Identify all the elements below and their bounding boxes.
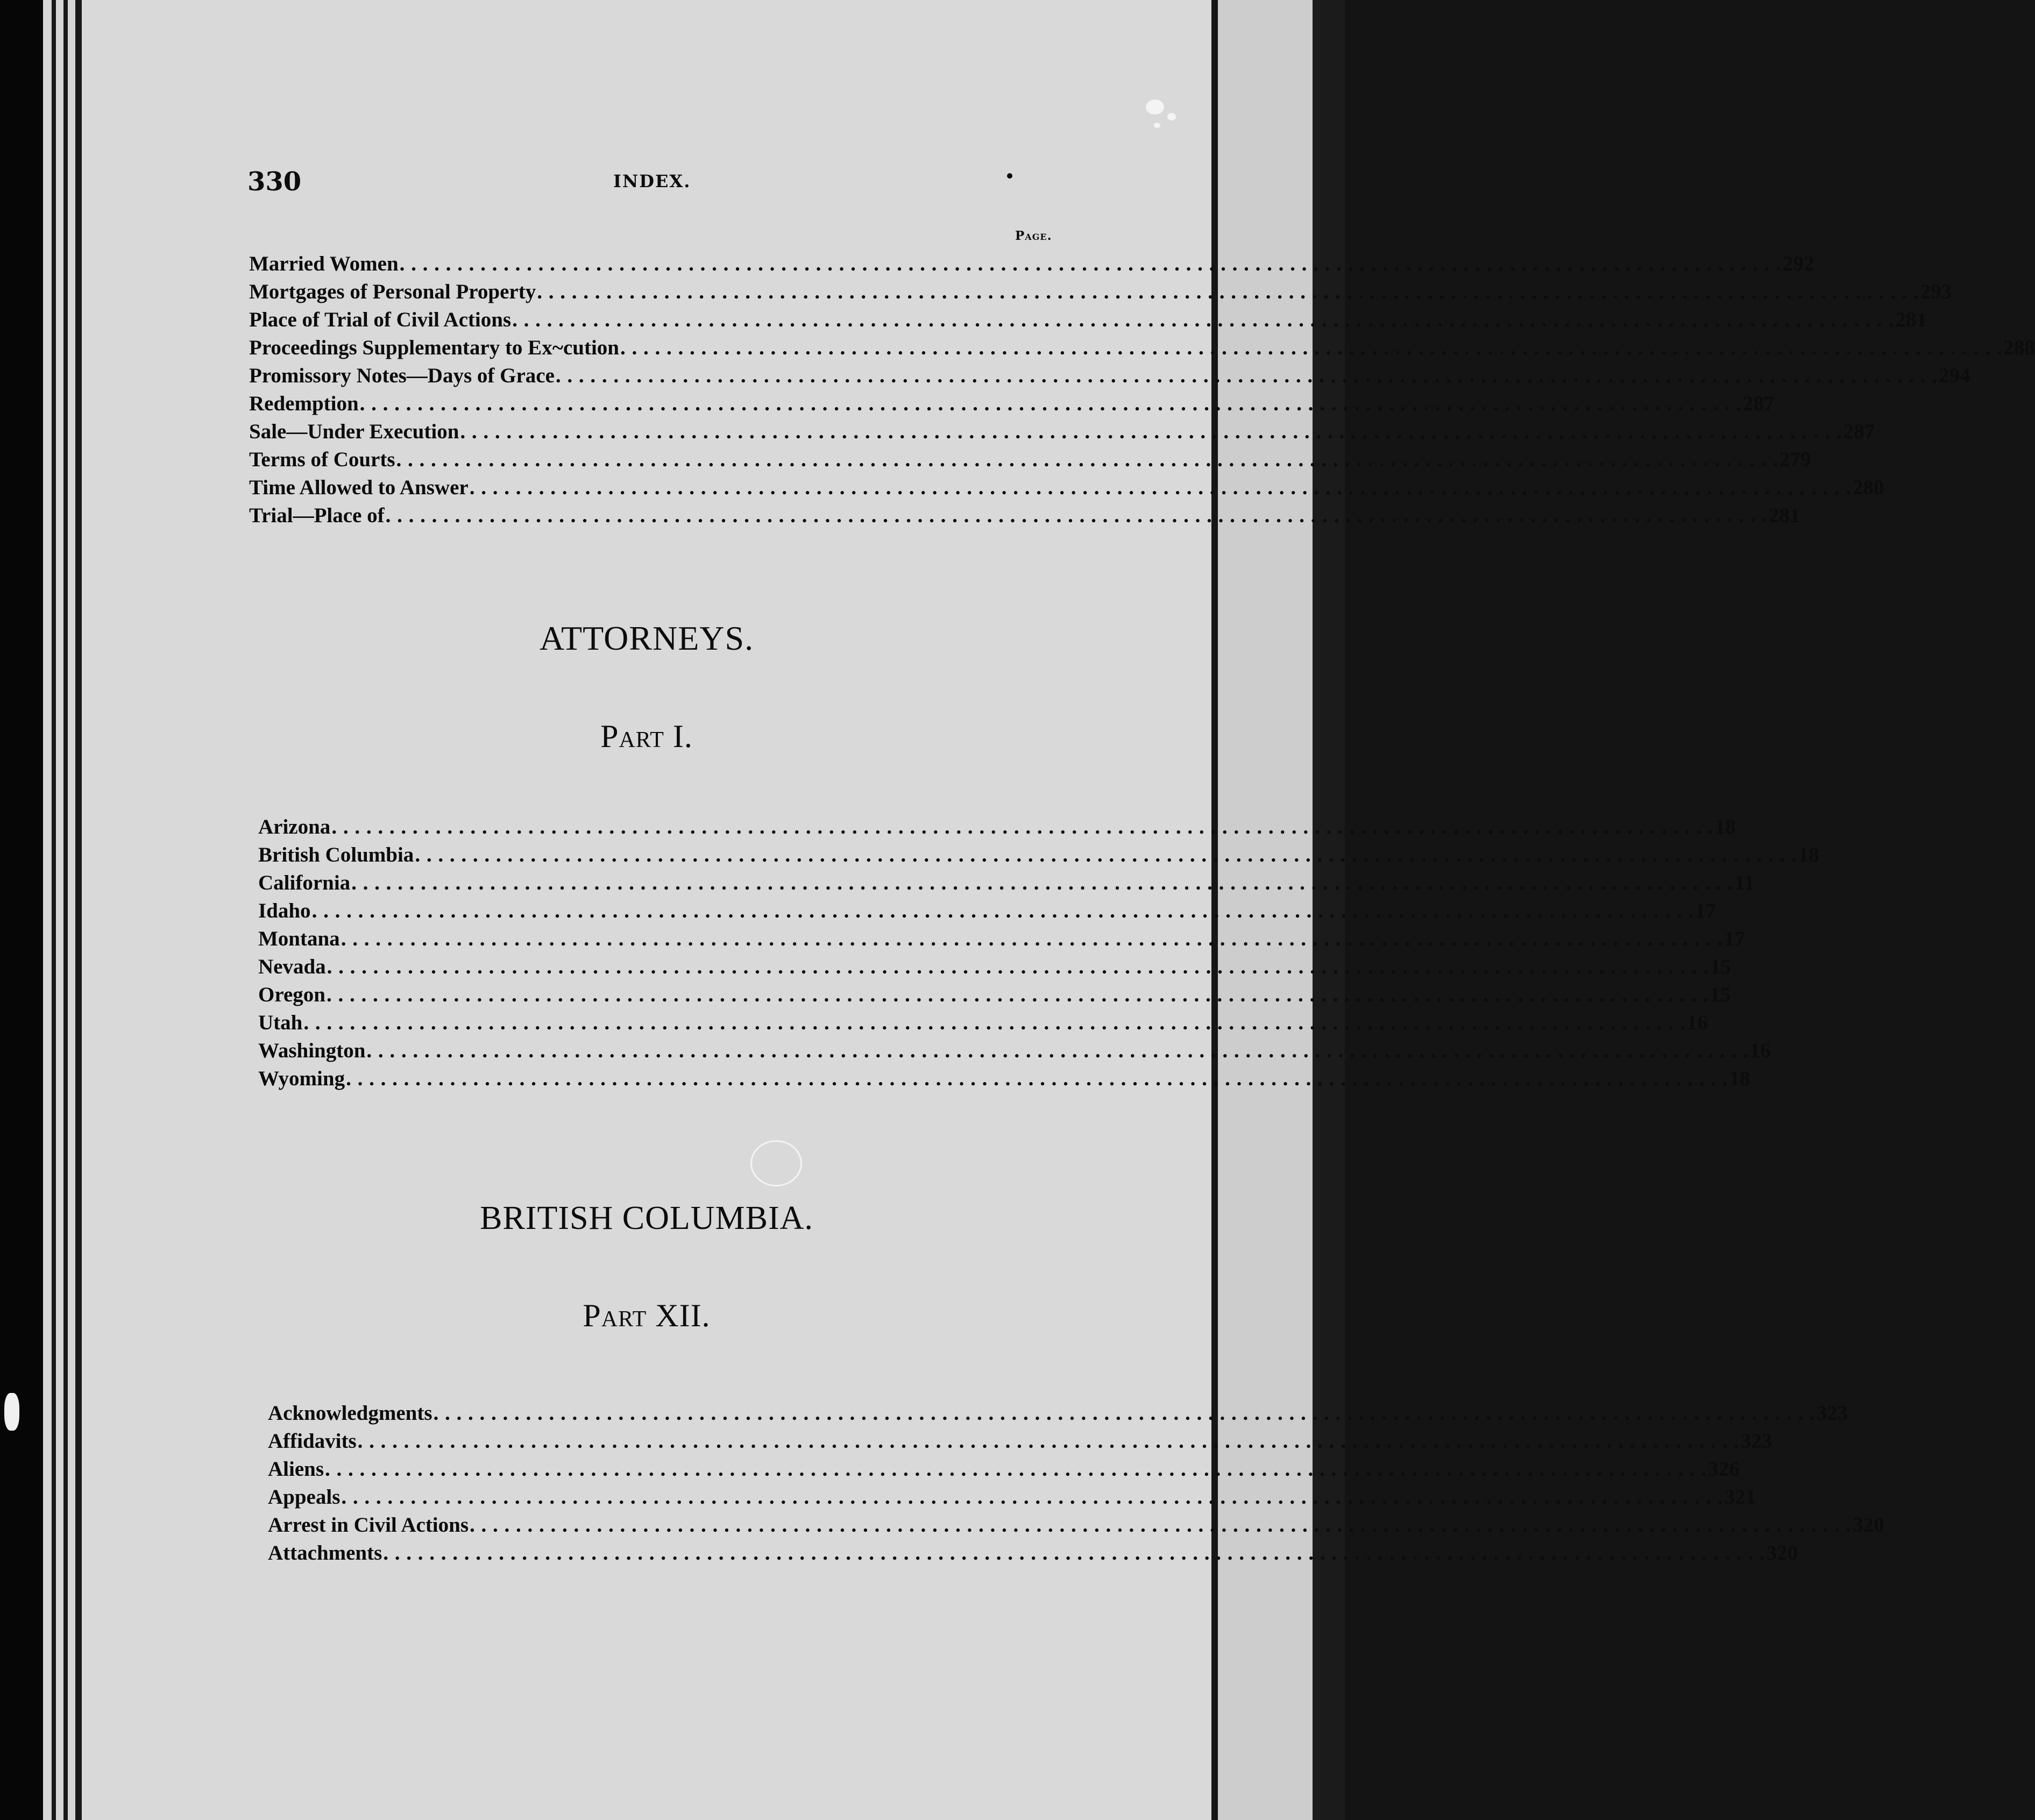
dot-leader: . . . . . . . . . . . . . . . . . . . . . . . . . . . . . . . . . . . . . . . . . . . . . . . . . . . . . . . . . . . . . . . . . . . . . . . . . . . . . . . . . . . . . . . . . . . . . . . . . . . . . . . . . . . . . . . . . . . . . . . .	[341, 927, 1723, 950]
index-entry-page: 321	[1724, 1485, 1756, 1509]
page-edge-gap	[63, 0, 68, 1820]
page-edge	[43, 0, 52, 1820]
dot-leader: . . . . . . . . . . . . . . . . . . . . . . . . . . . . . . . . . . . . . . . . . . . . . . . . . . . . . . . . . . . . . . . . . . . . . . . . . . . . . . . . . . . . . . . . . . . . . . . . . . . . . . . . . . . . . . . . . . . . . . . .	[396, 448, 1778, 471]
index-entry-label: Oregon	[258, 983, 325, 1006]
index-entry-page: 281	[1768, 504, 1800, 527]
index-entry-label: Utah	[258, 1011, 303, 1034]
page-edge	[68, 0, 75, 1820]
index-entry-page: 293	[1920, 280, 1952, 303]
index-entry-label: Idaho	[258, 899, 311, 922]
index-entry-page: 281	[1895, 308, 1927, 331]
index-entry-page: 323	[1740, 1430, 1772, 1453]
index-entry-label: Time Allowed to Answer	[249, 476, 469, 499]
index-entry	[268, 1401, 1848, 1429]
index-entry	[268, 1485, 1756, 1513]
index-entry-page: 16	[1686, 1011, 1708, 1034]
index-entry	[249, 336, 2035, 364]
section-heading-british-columbia: BRITISH COLUMBIA.	[480, 1200, 813, 1236]
index-entry	[258, 927, 1745, 955]
index-entry-label: Place of Trial of Civil Actions	[249, 308, 512, 331]
index-entry-label: Proceedings Supplementary to Ex~cution	[249, 336, 619, 359]
index-entry-label: Arizona	[258, 815, 331, 838]
index-entry-label: Acknowledgments	[268, 1402, 432, 1425]
index-entry	[249, 280, 1952, 308]
index-entry-label: Terms of Courts	[249, 448, 395, 471]
index-entry-label: Mortgages of Personal Property	[249, 280, 536, 303]
index-entry-label: British Columbia	[258, 843, 414, 866]
index-entry-label: Attachments	[268, 1541, 382, 1565]
index-entry-page: 279	[1779, 448, 1811, 471]
dot-leader: . . . . . . . . . . . . . . . . . . . . . . . . . . . . . . . . . . . . . . . . . . . . . . . . . . . . . . . . . . . . . . . . . . . . . . . . . . . . . . . . . . . . . . . . . . . . . . . . . . . . . . . . . . . . . . . . . . . . . . . .	[359, 392, 1742, 415]
dot-leader: . . . . . . . . . . . . . . . . . . . . . . . . . . . . . . . . . . . . . . . . . . . . . . . . . . . . . . . . . . . . . . . . . . . . . . . . . . . . . . . . . . . . . . . . . . . . . . . . . . . . . . . . . . . . . . . . . . . . . . . .	[512, 308, 1895, 331]
dot-leader: . . . . . . . . . . . . . . . . . . . . . . . . . . . . . . . . . . . . . . . . . . . . . . . . . . . . . . . . . . . . . . . . . . . . . . . . . . . . . . . . . . . . . . . . . . . . . . . . . . . . . . . . . . . . . . . . . . . . . . . .	[366, 1039, 1749, 1062]
index-entry-page: 280	[1852, 476, 1884, 499]
index-entry-label: Redemption	[249, 392, 359, 415]
index-entry	[268, 1541, 1798, 1569]
index-entry-page: 15	[1710, 983, 1731, 1006]
index-entry-page: 11	[1734, 871, 1755, 894]
index-entry-label: Appeals	[268, 1485, 341, 1509]
page-edge-gap	[75, 0, 82, 1820]
scan-blemish	[750, 1140, 802, 1186]
dot-leader: . . . . . . . . . . . . . . . . . . . . . . . . . . . . . . . . . . . . . . . . . . . . . . . . . . . . . . . . . . . . . . . . . . . . . . . . . . . . . . . . . . . . . . . . . . . . . . . . . . . . . . . . . . . . . . . . . . . . . . . .	[303, 1011, 1686, 1034]
dot-leader: . . . . . . . . . . . . . . . . . . . . . . . . . . . . . . . . . . . . . . . . . . . . . . . . . . . . . . . . . . . . . . . . . . . . . . . . . . . . . . . . . . . . . . . . . . . . . . . . . . . . . . . . . . . . . . . . . . . . . . . .	[357, 1430, 1740, 1453]
dot-leader: . . . . . . . . . . . . . . . . . . . . . . . . . . . . . . . . . . . . . . . . . . . . . . . . . . . . . . . . . . . . . . . . . . . . . . . . . . . . . . . . . . . . . . . . . . . . . . . . . . . . . . . . . . . . . . . . . . . . . . . .	[385, 504, 1768, 527]
dot-leader: . . . . . . . . . . . . . . . . . . . . . . . . . . . . . . . . . . . . . . . . . . . . . . . . . . . . . . . . . . . . . . . . . . . . . . . . . . . . . . . . . . . . . . . . . . . . . . . . . . . . . . . . . . . . . . . . . . . . . . . .	[399, 252, 1782, 275]
index-entry	[249, 392, 1775, 420]
dot-leader: . . . . . . . . . . . . . . . . . . . . . . . . . . . . . . . . . . . . . . . . . . . . . . . . . . . . . . . . . . . . . . . . . . . . . . . . . . . . . . . . . . . . . . . . . . . . . . . . . . . . . . . . . . . . . . . . . . . . . . . .	[433, 1402, 1816, 1425]
index-entry-label: Wyoming	[258, 1067, 345, 1090]
dot-leader: . . . . . . . . . . . . . . . . . . . . . . . . . . . . . . . . . . . . . . . . . . . . . . . . . . . . . . . . . . . . . . . . . . . . . . . . . . . . . . . . . . . . . . . . . . . . . . . . . . . . . . . . . . . . . . . . . . . . . . . .	[325, 1458, 1707, 1481]
dot-leader: . . . . . . . . . . . . . . . . . . . . . . . . . . . . . . . . . . . . . . . . . . . . . . . . . . . . . . . . . . . . . . . . . . . . . . . . . . . . . . . . . . . . . . . . . . . . . . . . . . . . . . . . . . . . . . . . . . . . . . . .	[327, 955, 1709, 978]
running-title: INDEX.	[613, 171, 691, 191]
index-entry-page: 15	[1710, 955, 1731, 978]
index-entry	[249, 447, 1811, 475]
section-heading-attorneys: ATTORNEYS.	[539, 619, 754, 657]
index-entry-page: 320	[1766, 1541, 1798, 1565]
dot-leader: . . . . . . . . . . . . . . . . . . . . . . . . . . . . . . . . . . . . . . . . . . . . . . . . . . . . . . . . . . . . . . . . . . . . . . . . . . . . . . . . . . . . . . . . . . . . . . . . . . . . . . . . . . . . . . . . . . . . . . . .	[331, 815, 1714, 838]
index-entry-label: California	[258, 871, 351, 894]
dot-leader: . . . . . . . . . . . . . . . . . . . . . . . . . . . . . . . . . . . . . . . . . . . . . . . . . . . . . . . . . . . . . . . . . . . . . . . . . . . . . . . . . . . . . . . . . . . . . . . . . . . . . . . . . . . . . . . . . . . . . . . .	[470, 1513, 1852, 1537]
index-entry-label: Sale—Under Execution	[249, 420, 459, 443]
dot-leader: . . . . . . . . . . . . . . . . . . . . . . . . . . . . . . . . . . . . . . . . . . . . . . . . . . . . . . . . . . . . . . . . . . . . . . . . . . . . . . . . . . . . . . . . . . . . . . . . . . . . . . . . . . . . . . . . . . . . . . . .	[326, 983, 1709, 1006]
index-entry	[258, 815, 1736, 843]
part-heading: Part I.	[600, 719, 693, 754]
index-entry-label: Montana	[258, 927, 340, 950]
index-entry	[249, 252, 1814, 280]
index-entry-label: Promissory Notes—Days of Grace	[249, 364, 555, 387]
index-entry-label: Married Women	[249, 252, 399, 275]
index-entry	[268, 1429, 1772, 1457]
index-entry-page: 323	[1816, 1402, 1848, 1425]
index-entry	[258, 871, 1755, 899]
index-entry-page: 292	[1782, 252, 1814, 275]
index-entry-page: 16	[1749, 1039, 1771, 1062]
index-entry-label: Trial—Place of	[249, 504, 385, 527]
dot-leader: . . . . . . . . . . . . . . . . . . . . . . . . . . . . . . . . . . . . . . . . . . . . . . . . . . . . . . . . . . . . . . . . . . . . . . . . . . . . . . . . . . . . . . . . . . . . . . . . . . . . . . . . . . . . . . . . . . . . . . . .	[351, 871, 1734, 894]
index-entry-page: 18	[1798, 843, 1819, 866]
index-entry-page: 326	[1708, 1458, 1740, 1481]
index-entry	[258, 899, 1716, 927]
index-entry	[258, 843, 1819, 871]
index-entry-label: Washington	[258, 1039, 366, 1062]
index-entry	[258, 983, 1731, 1011]
index-entry	[258, 1011, 1708, 1039]
scan-speck	[1167, 113, 1176, 120]
dot-leader: . . . . . . . . . . . . . . . . . . . . . . . . . . . . . . . . . . . . . . . . . . . . . . . . . . . . . . . . . . . . . . . . . . . . . . . . . . . . . . . . . . . . . . . . . . . . . . . . . . . . . . . . . . . . . . . . . . . . . . . .	[460, 420, 1842, 443]
index-entry	[249, 308, 1927, 336]
scan-speck	[4, 1393, 19, 1431]
index-entry-page: 320	[1853, 1513, 1884, 1537]
index-entry-page: 294	[1939, 364, 1970, 387]
dot-leader: . . . . . . . . . . . . . . . . . . . . . . . . . . . . . . . . . . . . . . . . . . . . . . . . . . . . . . . . . . . . . . . . . . . . . . . . . . . . . . . . . . . . . . . . . . . . . . . . . . . . . . . . . . . . . . . . . . . . . . . .	[469, 476, 1852, 499]
dot-leader: . . . . . . . . . . . . . . . . . . . . . . . . . . . . . . . . . . . . . . . . . . . . . . . . . . . . . . . . . . . . . . . . . . . . . . . . . . . . . . . . . . . . . . . . . . . . . . . . . . . . . . . . . . . . . . . . . . . . . . . .	[537, 280, 1919, 303]
index-entry	[249, 420, 1875, 447]
index-entry	[249, 475, 1884, 503]
index-entry	[249, 364, 1970, 392]
dot-leader: . . . . . . . . . . . . . . . . . . . . . . . . . . . . . . . . . . . . . . . . . . . . . . . . . . . . . . . . . . . . . . . . . . . . . . . . . . . . . . . . . . . . . . . . . . . . . . . . . . . . . . . . . . . . . . . . . . . . . . . .	[311, 899, 1694, 922]
index-entry	[258, 1039, 1771, 1067]
index-entry-page: 287	[1742, 392, 1775, 415]
index-entry	[249, 503, 1800, 531]
index-entry-page: 17	[1694, 899, 1716, 922]
index-entry-page: 287	[1843, 420, 1875, 443]
index-entry-label: Affidavits	[268, 1430, 357, 1453]
page-column-label: Page.	[1015, 229, 1052, 243]
scan-margin-left	[0, 0, 43, 1820]
index-entry	[268, 1457, 1740, 1485]
page-number: 330	[247, 167, 302, 197]
index-entry-page: 288	[2003, 336, 2035, 359]
dot-leader: . . . . . . . . . . . . . . . . . . . . . . . . . . . . . . . . . . . . . . . . . . . . . . . . . . . . . . . . . . . . . . . . . . . . . . . . . . . . . . . . . . . . . . . . . . . . . . . . . . . . . . . . . . . . . . . . . . . . . . . .	[383, 1541, 1765, 1565]
index-entry	[268, 1513, 1884, 1541]
page-edge-gap	[52, 0, 56, 1820]
ink-dot	[1007, 173, 1012, 179]
index-entry-page: 18	[1729, 1067, 1750, 1090]
dot-leader: . . . . . . . . . . . . . . . . . . . . . . . . . . . . . . . . . . . . . . . . . . . . . . . . . . . . . . . . . . . . . . . . . . . . . . . . . . . . . . . . . . . . . . . . . . . . . . . . . . . . . . . . . . . . . . . . . . . . . . . .	[620, 336, 2003, 359]
part-heading: Part XII.	[583, 1298, 711, 1333]
dot-leader: . . . . . . . . . . . . . . . . . . . . . . . . . . . . . . . . . . . . . . . . . . . . . . . . . . . . . . . . . . . . . . . . . . . . . . . . . . . . . . . . . . . . . . . . . . . . . . . . . . . . . . . . . . . . . . . . . . . . . . . .	[341, 1485, 1724, 1509]
index-entry	[258, 955, 1731, 983]
dot-leader: . . . . . . . . . . . . . . . . . . . . . . . . . . . . . . . . . . . . . . . . . . . . . . . . . . . . . . . . . . . . . . . . . . . . . . . . . . . . . . . . . . . . . . . . . . . . . . . . . . . . . . . . . . . . . . . . . . . . . . . .	[346, 1067, 1728, 1090]
scan-speck	[1154, 123, 1160, 128]
scan-speck	[1146, 99, 1164, 115]
dot-leader: . . . . . . . . . . . . . . . . . . . . . . . . . . . . . . . . . . . . . . . . . . . . . . . . . . . . . . . . . . . . . . . . . . . . . . . . . . . . . . . . . . . . . . . . . . . . . . . . . . . . . . . . . . . . . . . . . . . . . . . .	[415, 843, 1797, 866]
index-entry-page: 18	[1714, 815, 1736, 838]
index-entry-label: Aliens	[268, 1458, 324, 1481]
index-entry-label: Nevada	[258, 955, 326, 978]
page-edge	[56, 0, 63, 1820]
index-entry-label: Arrest in Civil Actions	[268, 1513, 469, 1537]
index-entry	[258, 1067, 1750, 1094]
index-entry-page: 17	[1724, 927, 1745, 950]
dot-leader: . . . . . . . . . . . . . . . . . . . . . . . . . . . . . . . . . . . . . . . . . . . . . . . . . . . . . . . . . . . . . . . . . . . . . . . . . . . . . . . . . . . . . . . . . . . . . . . . . . . . . . . . . . . . . . . . . . . . . . . .	[555, 364, 1938, 387]
